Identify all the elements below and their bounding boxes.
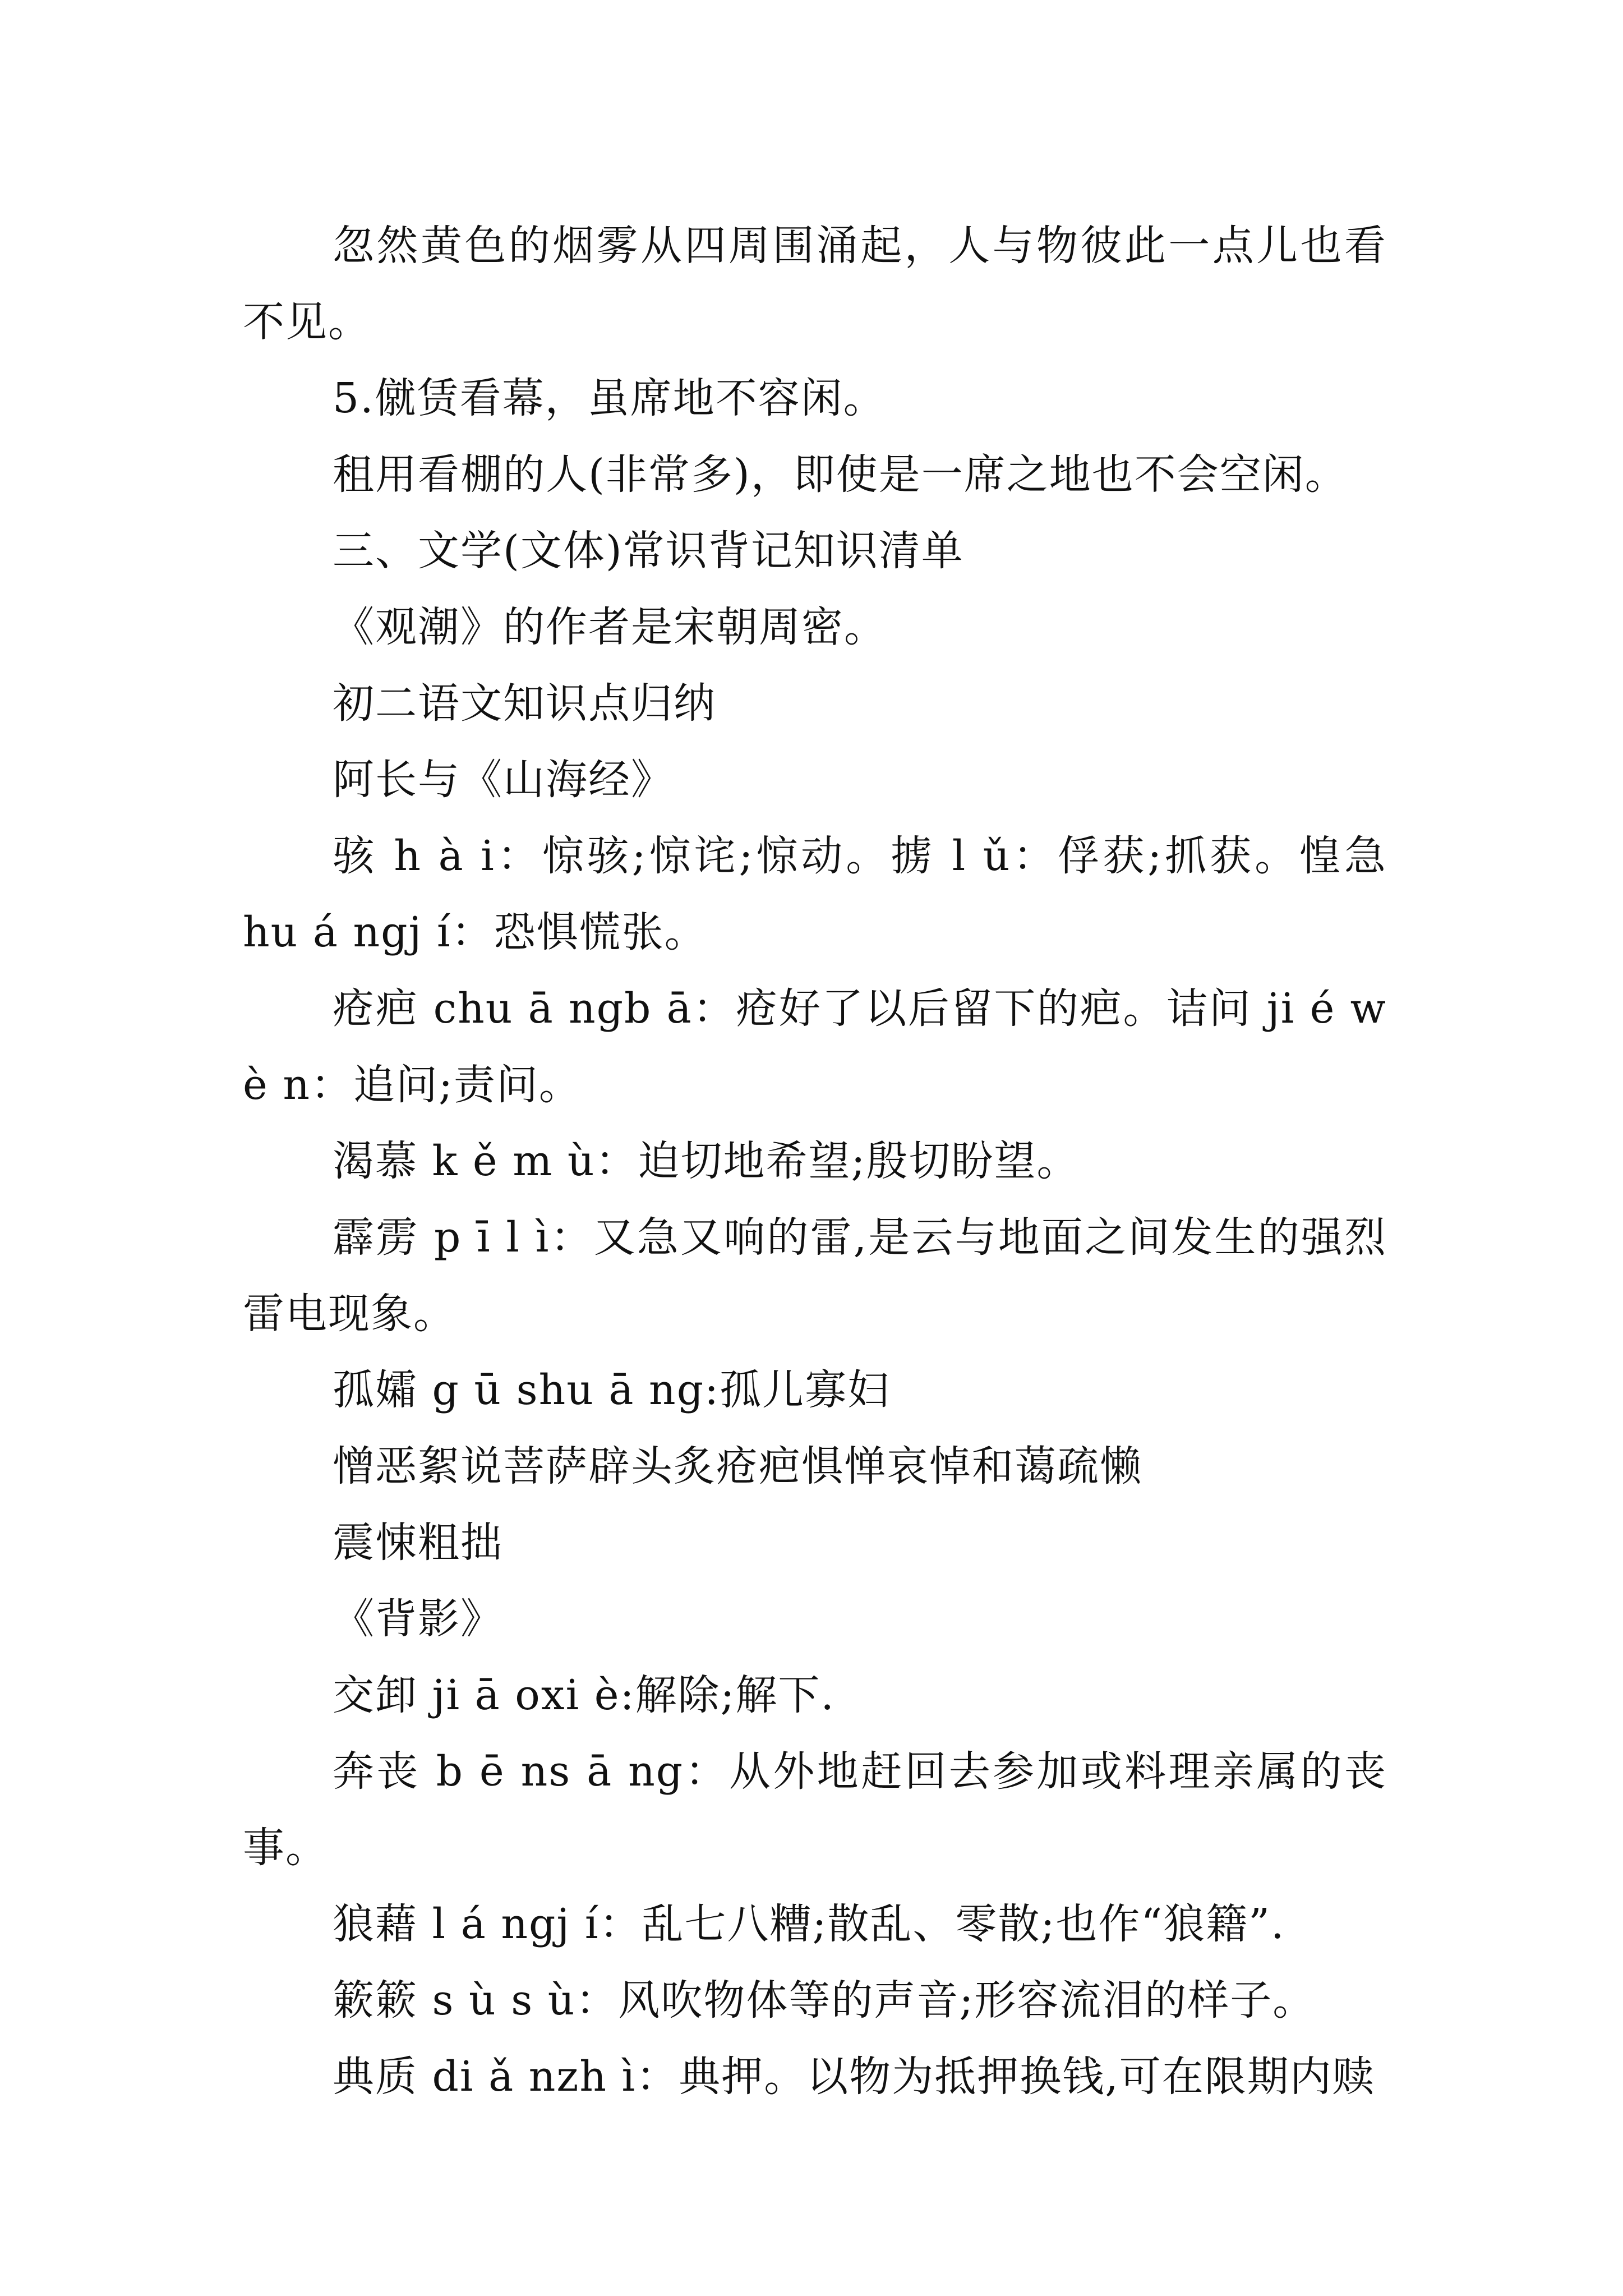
vocab-entry: 典质 di ǎ nzh ì：典押。以物为抵押换钱,可在限期内赎 — [333, 2053, 1375, 2101]
vocab-entry: 奔丧 b ē ns ā ng：从外地赶回去参加或料理亲属的丧事。 — [243, 1747, 1387, 1872]
word-list: 震悚粗拙 — [333, 1519, 503, 1567]
paragraph-2: 5.僦赁看幕，虽席地不容闲。 — [333, 374, 886, 422]
vocab-entry: 霹雳 p ī l ì：又急又响的雷,是云与地面之间发生的强烈雷电现象。 — [243, 1213, 1387, 1338]
vocab-entry: 渴慕 k ě m ù：迫切地希望;殷切盼望。 — [333, 1137, 1080, 1185]
paragraph-5: 《观潮》的作者是宋朝周密。 — [333, 603, 887, 651]
paragraph-3: 租用看棚的人(非常多)，即使是一席之地也不会空闲。 — [333, 450, 1348, 499]
lesson-title-beiying: 《背影》 — [333, 1595, 503, 1643]
vocab-entry: 交卸 ji ā oxi è:解除;解下. — [333, 1671, 835, 1719]
paragraph-1: 忽然黄色的烟雾从四周围涌起，人与物彼此一点儿也看不见。 — [243, 222, 1387, 346]
vocab-entry: 孤孀 g ū shu ā ng:孤儿寡妇 — [333, 1366, 891, 1414]
vocab-entry: 狼藉 l á ngj í：乱七八糟;散乱、零散;也作“狼籍”. — [333, 1900, 1285, 1948]
document-body — [243, 208, 1387, 2115]
vocab-entry: 簌簌 s ù s ù：风吹物体等的声音;形容流泪的样子。 — [333, 1976, 1316, 2024]
vocab-entry: 疮疤 chu ā ngb ā：疮好了以后留下的疤。诘问 ji é w è n：追问;责问。 — [243, 984, 1387, 1109]
section-heading: 三、文学(文体)常识背记知识清单 — [333, 527, 964, 575]
vocab-entry: 骇 h à i：惊骇;惊诧;惊动。掳 l ǔ：俘获;抓获。惶急 hu á ngj í：恐惧慌张。 — [243, 832, 1387, 956]
lesson-title-alchang: 阿长与《山海经》 — [333, 756, 674, 804]
word-list: 憎恶絮说菩萨辟头炙疮疤惧惮哀悼和蔼疏懒 — [333, 1442, 1142, 1490]
subheading-grade: 初二语文知识点归纳 — [333, 679, 716, 728]
